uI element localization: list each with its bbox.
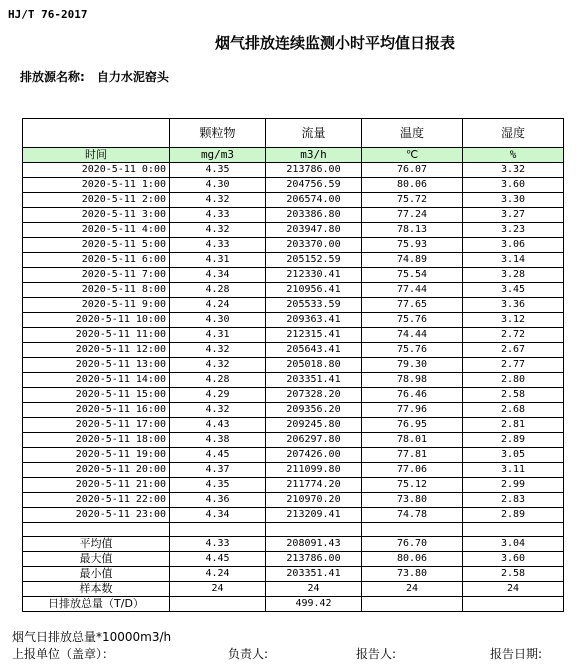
unit-cell: m3/h <box>266 148 362 163</box>
time-cell: 2020-5-11 19:00 <box>23 448 170 463</box>
summary-value: 24 <box>266 582 362 597</box>
summary-label: 平均值 <box>23 537 170 552</box>
value-cell: 75.93 <box>362 238 463 253</box>
time-cell: 2020-5-11 1:00 <box>23 178 170 193</box>
value-cell: 4.32 <box>170 343 266 358</box>
value-cell: 209245.80 <box>266 418 362 433</box>
value-cell: 210970.20 <box>266 493 362 508</box>
value-cell: 74.78 <box>362 508 463 523</box>
value-cell: 203370.00 <box>266 238 362 253</box>
value-cell: 204756.59 <box>266 178 362 193</box>
time-cell: 2020-5-11 16:00 <box>23 403 170 418</box>
value-cell: 75.54 <box>362 268 463 283</box>
time-cell: 2020-5-11 22:00 <box>23 493 170 508</box>
table-row <box>23 493 564 508</box>
unit-cell: % <box>463 148 564 163</box>
value-cell: 77.81 <box>362 448 463 463</box>
table-row <box>23 223 564 238</box>
time-cell: 2020-5-11 4:00 <box>23 223 170 238</box>
value-cell: 4.32 <box>170 358 266 373</box>
value-cell: 4.35 <box>170 478 266 493</box>
value-cell: 4.31 <box>170 253 266 268</box>
table-row <box>23 268 564 283</box>
standard-code: HJ/T 76-2017 <box>8 8 88 21</box>
unit-cell: mg/m3 <box>170 148 266 163</box>
summary-value: 80.06 <box>362 552 463 567</box>
value-cell: 210956.41 <box>266 283 362 298</box>
value-cell: 3.60 <box>463 178 564 193</box>
value-cell: 203947.80 <box>266 223 362 238</box>
summary-value: 24 <box>362 582 463 597</box>
source-label: 排放源名称: <box>20 70 85 84</box>
column-header: 流量 <box>266 119 362 148</box>
value-cell: 3.14 <box>463 253 564 268</box>
value-cell: 2.58 <box>463 388 564 403</box>
value-cell: 207426.00 <box>266 448 362 463</box>
value-cell: 4.34 <box>170 268 266 283</box>
table-row <box>23 418 564 433</box>
blank-cell <box>362 597 463 612</box>
column-header <box>23 119 170 148</box>
value-cell: 206574.00 <box>266 193 362 208</box>
time-cell: 2020-5-11 17:00 <box>23 418 170 433</box>
value-cell: 4.29 <box>170 388 266 403</box>
value-cell: 3.28 <box>463 268 564 283</box>
value-cell: 4.45 <box>170 448 266 463</box>
value-cell: 4.32 <box>170 403 266 418</box>
value-cell: 78.13 <box>362 223 463 238</box>
value-cell: 2.80 <box>463 373 564 388</box>
time-header: 时间 <box>23 148 170 163</box>
time-cell: 2020-5-11 7:00 <box>23 268 170 283</box>
summary-row <box>23 537 564 552</box>
value-cell: 4.32 <box>170 223 266 238</box>
value-cell: 4.28 <box>170 373 266 388</box>
table-row <box>23 163 564 178</box>
table-row <box>23 373 564 388</box>
value-cell: 2.89 <box>463 508 564 523</box>
value-cell: 4.33 <box>170 208 266 223</box>
value-cell: 79.30 <box>362 358 463 373</box>
value-cell: 3.23 <box>463 223 564 238</box>
value-cell: 77.65 <box>362 298 463 313</box>
value-cell: 4.28 <box>170 283 266 298</box>
table-row <box>23 283 564 298</box>
value-cell: 3.30 <box>463 193 564 208</box>
table-row <box>23 478 564 493</box>
time-cell: 2020-5-11 12:00 <box>23 343 170 358</box>
value-cell: 80.06 <box>362 178 463 193</box>
summary-value: 4.45 <box>170 552 266 567</box>
value-cell: 2.81 <box>463 418 564 433</box>
value-cell: 211774.20 <box>266 478 362 493</box>
blank-cell <box>266 523 362 537</box>
time-cell: 2020-5-11 8:00 <box>23 283 170 298</box>
value-cell: 4.24 <box>170 298 266 313</box>
table-body <box>23 119 564 612</box>
daily-total-row <box>23 597 564 612</box>
value-cell: 3.12 <box>463 313 564 328</box>
value-cell: 76.07 <box>362 163 463 178</box>
blank-cell <box>362 523 463 537</box>
value-cell: 77.24 <box>362 208 463 223</box>
value-cell: 3.05 <box>463 448 564 463</box>
summary-value: 203351.41 <box>266 567 362 582</box>
value-cell: 75.72 <box>362 193 463 208</box>
report-title: 烟气排放连续监测小时平均值日报表 <box>214 34 455 52</box>
summary-row <box>23 567 564 582</box>
time-cell: 2020-5-11 6:00 <box>23 253 170 268</box>
value-cell: 4.38 <box>170 433 266 448</box>
summary-value: 24 <box>170 582 266 597</box>
value-cell: 205018.80 <box>266 358 362 373</box>
table-row <box>23 358 564 373</box>
table-row <box>23 298 564 313</box>
value-cell: 209363.41 <box>266 313 362 328</box>
time-cell: 2020-5-11 9:00 <box>23 298 170 313</box>
value-cell: 4.30 <box>170 178 266 193</box>
value-cell: 4.37 <box>170 463 266 478</box>
value-cell: 3.45 <box>463 283 564 298</box>
value-cell: 2.83 <box>463 493 564 508</box>
time-cell: 2020-5-11 23:00 <box>23 508 170 523</box>
summary-value: 2.58 <box>463 567 564 582</box>
time-cell: 2020-5-11 11:00 <box>23 328 170 343</box>
table-row <box>23 208 564 223</box>
value-cell: 3.32 <box>463 163 564 178</box>
value-cell: 3.06 <box>463 238 564 253</box>
value-cell: 213786.00 <box>266 163 362 178</box>
summary-label: 最大值 <box>23 552 170 567</box>
table-row <box>23 238 564 253</box>
value-cell: 4.34 <box>170 508 266 523</box>
time-cell: 2020-5-11 14:00 <box>23 373 170 388</box>
unit-cell: ℃ <box>362 148 463 163</box>
summary-value: 3.04 <box>463 537 564 552</box>
daily-total-value: 499.42 <box>266 597 362 612</box>
time-cell: 2020-5-11 18:00 <box>23 433 170 448</box>
blank-cell <box>463 597 564 612</box>
summary-value: 24 <box>463 582 564 597</box>
value-cell: 203386.80 <box>266 208 362 223</box>
summary-value: 76.70 <box>362 537 463 552</box>
summary-label: 最小值 <box>23 567 170 582</box>
summary-value: 3.60 <box>463 552 564 567</box>
table-row <box>23 193 564 208</box>
value-cell: 205152.59 <box>266 253 362 268</box>
table-row <box>23 313 564 328</box>
value-cell: 4.43 <box>170 418 266 433</box>
value-cell: 2.89 <box>463 433 564 448</box>
summary-value: 208091.43 <box>266 537 362 552</box>
value-cell: 74.89 <box>362 253 463 268</box>
value-cell: 4.35 <box>170 163 266 178</box>
value-cell: 209356.20 <box>266 403 362 418</box>
time-cell: 2020-5-11 15:00 <box>23 388 170 403</box>
value-cell: 2.68 <box>463 403 564 418</box>
time-cell: 2020-5-11 0:00 <box>23 163 170 178</box>
table-row <box>23 508 564 523</box>
blank-cell <box>23 523 170 537</box>
summary-value: 73.80 <box>362 567 463 582</box>
time-cell: 2020-5-11 21:00 <box>23 478 170 493</box>
column-header: 湿度 <box>463 119 564 148</box>
blank-cell <box>170 597 266 612</box>
table-row <box>23 343 564 358</box>
emission-source <box>20 68 169 85</box>
summary-value: 4.33 <box>170 537 266 552</box>
value-cell: 203351.41 <box>266 373 362 388</box>
footer-responsible-label: 负责人: <box>228 647 269 661</box>
table-row <box>23 328 564 343</box>
footer-reporter-label: 报告人: <box>356 647 397 661</box>
value-cell: 3.36 <box>463 298 564 313</box>
value-cell: 212330.41 <box>266 268 362 283</box>
time-cell: 2020-5-11 3:00 <box>23 208 170 223</box>
value-cell: 76.95 <box>362 418 463 433</box>
time-cell: 2020-5-11 2:00 <box>23 193 170 208</box>
value-cell: 77.44 <box>362 283 463 298</box>
time-cell: 2020-5-11 20:00 <box>23 463 170 478</box>
value-cell: 4.33 <box>170 238 266 253</box>
summary-label: 样本数 <box>23 582 170 597</box>
value-cell: 3.27 <box>463 208 564 223</box>
table-row <box>23 403 564 418</box>
footer-report-date-label: 报告日期: <box>490 647 543 661</box>
table-row <box>23 433 564 448</box>
value-cell: 78.98 <box>362 373 463 388</box>
blank-cell <box>463 523 564 537</box>
value-cell: 2.99 <box>463 478 564 493</box>
value-cell: 74.44 <box>362 328 463 343</box>
value-cell: 206297.80 <box>266 433 362 448</box>
value-cell: 212315.41 <box>266 328 362 343</box>
time-cell: 2020-5-11 13:00 <box>23 358 170 373</box>
value-cell: 76.46 <box>362 388 463 403</box>
table-row <box>23 178 564 193</box>
value-cell: 2.67 <box>463 343 564 358</box>
source-value: 自力水泥窑头 <box>96 70 169 84</box>
time-cell: 2020-5-11 10:00 <box>23 313 170 328</box>
summary-row <box>23 582 564 597</box>
table-row <box>23 388 564 403</box>
footer-unit-label: 上报单位（盖章）： <box>12 647 115 661</box>
units-row <box>23 148 564 163</box>
value-cell: 4.31 <box>170 328 266 343</box>
summary-value: 213786.00 <box>266 552 362 567</box>
table-row <box>23 463 564 478</box>
value-cell: 75.12 <box>362 478 463 493</box>
header-row <box>23 119 564 148</box>
value-cell: 77.06 <box>362 463 463 478</box>
value-cell: 3.11 <box>463 463 564 478</box>
value-cell: 207328.20 <box>266 388 362 403</box>
daily-total-label: 日排放总量（T/D） <box>23 597 170 612</box>
value-cell: 4.30 <box>170 313 266 328</box>
value-cell: 211099.80 <box>266 463 362 478</box>
summary-value: 4.24 <box>170 567 266 582</box>
value-cell: 77.96 <box>362 403 463 418</box>
value-cell: 4.36 <box>170 493 266 508</box>
value-cell: 73.80 <box>362 493 463 508</box>
value-cell: 213209.41 <box>266 508 362 523</box>
column-header: 温度 <box>362 119 463 148</box>
value-cell: 2.77 <box>463 358 564 373</box>
value-cell: 75.76 <box>362 343 463 358</box>
time-cell: 2020-5-11 5:00 <box>23 238 170 253</box>
table-row <box>23 448 564 463</box>
value-cell: 4.32 <box>170 193 266 208</box>
blank-cell <box>170 523 266 537</box>
footer-note: 烟气日排放总量*10000m3/h <box>12 630 172 644</box>
value-cell: 75.76 <box>362 313 463 328</box>
blank-row <box>23 523 564 537</box>
value-cell: 2.72 <box>463 328 564 343</box>
summary-row <box>23 552 564 567</box>
column-header: 颗粒物 <box>170 119 266 148</box>
table-row <box>23 253 564 268</box>
value-cell: 205533.59 <box>266 298 362 313</box>
value-cell: 205643.41 <box>266 343 362 358</box>
value-cell: 78.01 <box>362 433 463 448</box>
hourly-report-table <box>22 118 564 612</box>
